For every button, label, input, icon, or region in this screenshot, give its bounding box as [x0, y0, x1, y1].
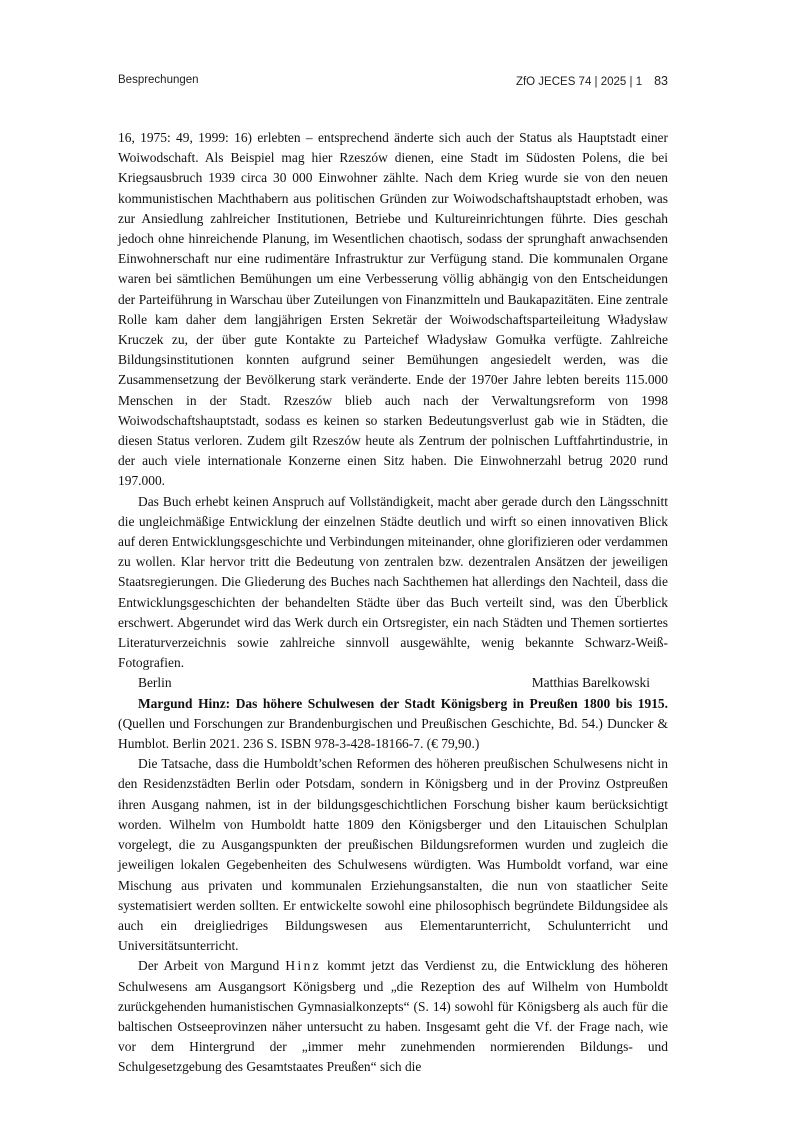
review1-paragraph-2: Das Buch erhebt keinen Anspruch auf Vollständigkeit, macht aber gerade durch den Längsschnitt die ungleichmäßige Entwicklung der einzelnen Städte deutlich und wirft so einen innovativen Blick auf deren Entwicklungsgeschichte und Verbindungen miteinander, ohne glorifizieren oder verdammen zu wollen. Klar hervor tritt die Bedeutung von zentralen bzw. dezentralen Ansätzen der jeweiligen Staatsregierungen. Die Gliederung des Buches nach Sachthemen hat allerdings den Nachteil, dass die Entwicklungsgeschichten der behandelten Städte über das Buch verteilt sind, was den Überblick erschwert. Abgerundet wird das Werk durch ein Ortsregister, ein nach Städten und Themen sortiertes Literaturverzeichnis sowie zahlreiche sinnvoll ausgewählte, wenig bekannte Schwarz-Weiß-Fotografien.	[118, 493, 668, 671]
review2-bibliographic-details: (Quellen und Forschungen zur Brandenburgischen und Preußischen Geschichte, Bd. 54.) Duncker & Humblot. Berlin 2021. 236 S. ISBN 978-3-428-18166-7. (€ 79,90.)	[118, 715, 668, 752]
page-body	[118, 128, 668, 1078]
review2-author-name: Hinz	[285, 958, 322, 974]
review1-place: Berlin	[138, 675, 172, 691]
page-number: 83	[654, 74, 668, 88]
review2-heading	[118, 694, 668, 755]
review1-reviewer: Matthias Barelkowski	[531, 675, 650, 691]
review2-p2-rest: kommt jetzt das Verdienst zu, die Entwicklung des höheren Schulwesens am Ausgangsort Königsberg und „die Rezeption des auf Wilhelm von Humboldt zurückgehenden humanistischen Gymnasialkonzepts“ (S. 14) sowohl für Königsberg als auch für die baltischen Ostseeprovinzen näher untersucht zu haben. Insgesamt geht die Vf. der Frage nach, wie vor dem Hintergrund der „immer mehr zunehmenden normierenden Bildungs- und Schulgesetzgebung des Gesamtstaates Preußen“ sich die	[118, 958, 668, 1075]
journal-info	[516, 74, 668, 88]
review2-p2-start: Der Arbeit von Margund	[138, 958, 286, 974]
review1-paragraph-1: 16, 1975: 49, 1999: 16) erlebten – entsprechend änderte sich auch der Status als Hauptstadt einer Woiwodschaft. Als Beispiel mag hier Rzeszów dienen, eine Stadt im Südosten Polens, die bei Kriegsausbruch 1939 circa 30 000 Einwohner zählte. Nach dem Krieg wurde sie von den neuen kommunistischen Machthabern aus politischen Gründen zur Woiwodschaftshauptstadt erhoben, was zur Ansiedlung zahlreicher Institutionen, Betriebe und Kultureinrichtungen führte. Dies geschah jedoch ohne hinreichende Planung, im Wesentlichen chaotisch, sodass der sprunghaft anwachsenden Einwohnerschaft nur eine rudimentäre Infrastruktur zur Verfügung stand. Die kommunalen Organe waren bei sämtlichen Bemühungen um eine Verbesserung völlig abhängig von den Entscheidungen der Parteiführung in Warschau über Zuteilungen von Finanzmitteln und Baukapazitäten. Eine zentrale Rolle kam daher dem langjährigen Ersten Sekretär der Woiwodschaftsparteileitung Władysław Kruczek zu, der über gute Kontakte zu Parteichef Władysław Gomułka verfügte. Zahlreiche Bildungsinstitutionen konnten aufgrund seiner Bemühungen angesiedelt werden, was die Zusammensetzung der Bevölkerung stark veränderte. Ende der 1970er Jahre lebten bereits 115.000 Menschen in der Stadt. Rzeszów blieb auch nach der Verwaltungsreform von 1998 Woiwodschaftshauptstadt, sodass es keinen so starken Bedeutungsverlust gab wie in Städten, die diesen Status verloren. Zudem gilt Rzeszów heute als Zentrum der polnischen Luftfahrtindustrie, in der auch viele internationale Konzerne einen Sitz haben. Die Einwohnerzahl betrug 2020 rund 197.000.	[118, 130, 668, 489]
journal-name: ZfO JECES 74 | 2025 | 1	[515, 76, 643, 88]
review2-title: Margund Hinz: Das höhere Schulwesen der Stadt Königsberg in Preußen 1800 bis 1915.	[138, 695, 668, 711]
section-title: Besprechungen	[118, 74, 199, 86]
review1-signature	[118, 673, 668, 693]
running-head	[118, 74, 668, 90]
review2-paragraph-1: Die Tatsache, dass die Humboldt’schen Reformen des höheren preußischen Schulwesens nicht in den Residenzstädten Berlin oder Potsdam, sondern in Königsberg und in der Provinz Ostpreußen ihren Ausgang nahmen, ist in der bildungsgeschichtlichen Forschung bisher kaum berücksichtigt worden. Wilhelm von Humboldt hatte 1809 den Königsberger und den Litauischen Schulplan vorgelegt, die zu Ausgangspunkten der preußischen Bildungsreformen wurden und zugleich die jeweiligen lokalen Gegebenheiten des Schulwesens würdigten. Was Humboldt vorfand, war eine Mischung aus privaten und kommunalen Erziehungsanstalten, die nun von staatlicher Seite systematisiert werden sollten. Er entwickelte sowohl eine philosophisch begründete Bildungsidee als auch ein dreigliedriges Bildungswesen aus Elementarunterricht, Schulunterricht und Universitätsunterricht.	[118, 756, 668, 954]
review2-paragraph-2	[118, 956, 668, 1077]
